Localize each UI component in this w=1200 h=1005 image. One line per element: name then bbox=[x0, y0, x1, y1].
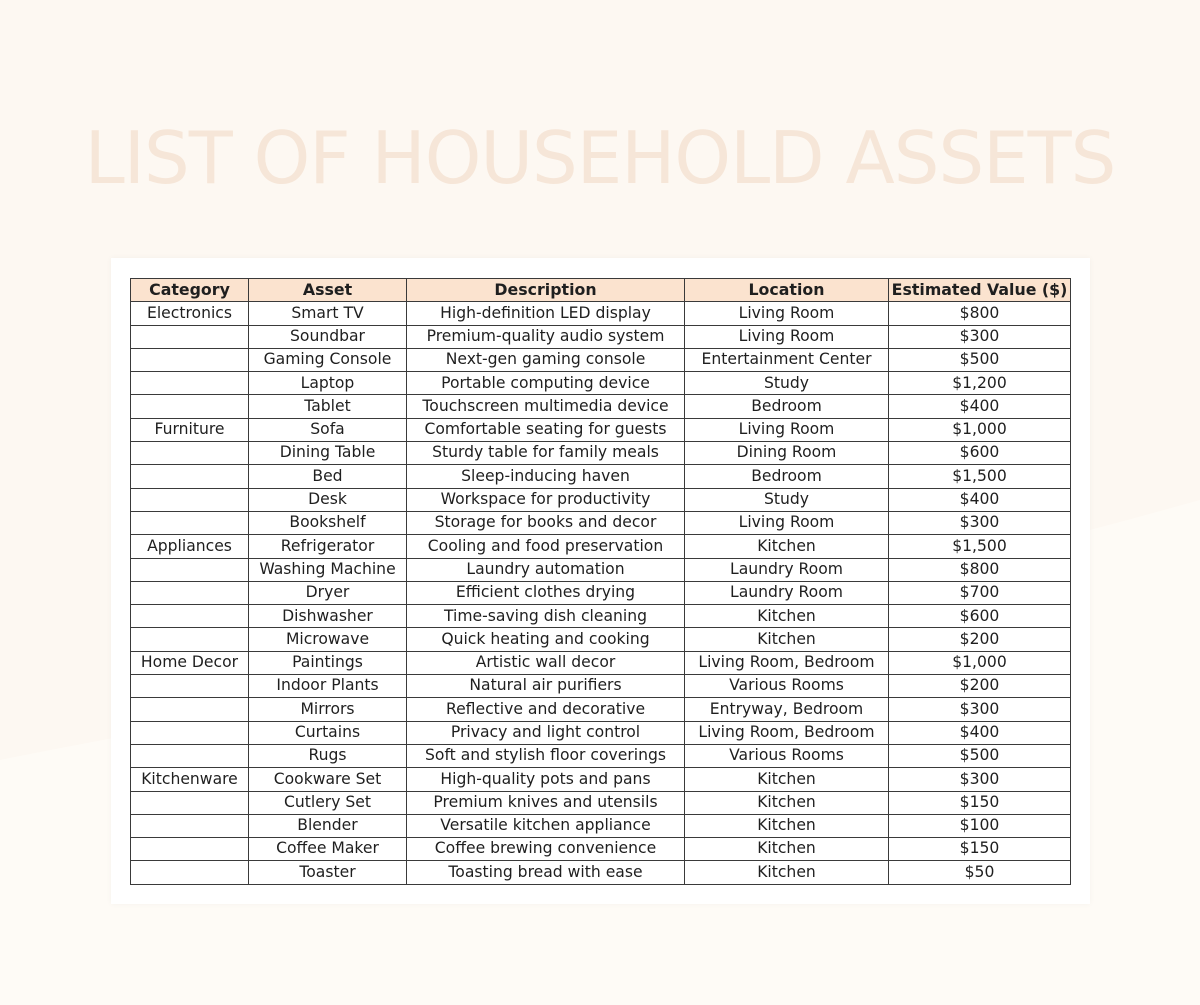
cell-category bbox=[131, 395, 249, 418]
cell-location: Laundry Room bbox=[685, 581, 889, 604]
table-row bbox=[131, 325, 1071, 348]
cell-asset: Rugs bbox=[249, 744, 407, 767]
cell-location: Kitchen bbox=[685, 768, 889, 791]
cell-category bbox=[131, 838, 249, 861]
cell-description: Soft and stylish floor coverings bbox=[407, 744, 685, 767]
cell-category bbox=[131, 861, 249, 884]
cell-description: Laundry automation bbox=[407, 558, 685, 581]
cell-description: Coffee brewing convenience bbox=[407, 838, 685, 861]
cell-category bbox=[131, 605, 249, 628]
cell-category bbox=[131, 791, 249, 814]
cell-asset: Bookshelf bbox=[249, 511, 407, 534]
cell-estimated-value: $700 bbox=[889, 581, 1071, 604]
cell-estimated-value: $300 bbox=[889, 768, 1071, 791]
cell-description: Comfortable seating for guests bbox=[407, 418, 685, 441]
cell-estimated-value: $200 bbox=[889, 628, 1071, 651]
cell-description: Privacy and light control bbox=[407, 721, 685, 744]
cell-location: Study bbox=[685, 372, 889, 395]
cell-asset: Mirrors bbox=[249, 698, 407, 721]
cell-estimated-value: $300 bbox=[889, 698, 1071, 721]
cell-category bbox=[131, 465, 249, 488]
cell-estimated-value: $200 bbox=[889, 675, 1071, 698]
cell-description: Touchscreen multimedia device bbox=[407, 395, 685, 418]
cell-category bbox=[131, 698, 249, 721]
table-row bbox=[131, 535, 1071, 558]
header-category: Category bbox=[131, 279, 249, 302]
cell-asset: Refrigerator bbox=[249, 535, 407, 558]
cell-category: Electronics bbox=[131, 302, 249, 325]
cell-asset: Tablet bbox=[249, 395, 407, 418]
cell-estimated-value: $400 bbox=[889, 721, 1071, 744]
cell-estimated-value: $300 bbox=[889, 511, 1071, 534]
table-row bbox=[131, 511, 1071, 534]
cell-category: Furniture bbox=[131, 418, 249, 441]
table-row bbox=[131, 768, 1071, 791]
table-row bbox=[131, 465, 1071, 488]
cell-estimated-value: $400 bbox=[889, 395, 1071, 418]
cell-estimated-value: $400 bbox=[889, 488, 1071, 511]
cell-description: Natural air purifiers bbox=[407, 675, 685, 698]
cell-location: Kitchen bbox=[685, 814, 889, 837]
cell-estimated-value: $50 bbox=[889, 861, 1071, 884]
cell-estimated-value: $600 bbox=[889, 442, 1071, 465]
cell-location: Living Room, Bedroom bbox=[685, 651, 889, 674]
table-header-row bbox=[131, 279, 1071, 302]
cell-description: Time-saving dish cleaning bbox=[407, 605, 685, 628]
table-row bbox=[131, 488, 1071, 511]
cell-location: Kitchen bbox=[685, 861, 889, 884]
cell-asset: Microwave bbox=[249, 628, 407, 651]
cell-description: Toasting bread with ease bbox=[407, 861, 685, 884]
cell-location: Bedroom bbox=[685, 465, 889, 488]
cell-asset: Indoor Plants bbox=[249, 675, 407, 698]
table-row bbox=[131, 814, 1071, 837]
assets-table bbox=[130, 278, 1071, 885]
cell-description: Next-gen gaming console bbox=[407, 348, 685, 371]
cell-location: Living Room bbox=[685, 325, 889, 348]
table-row bbox=[131, 651, 1071, 674]
cell-category: Appliances bbox=[131, 535, 249, 558]
table-row bbox=[131, 721, 1071, 744]
cell-estimated-value: $1,000 bbox=[889, 651, 1071, 674]
header-description: Description bbox=[407, 279, 685, 302]
cell-estimated-value: $800 bbox=[889, 302, 1071, 325]
cell-asset: Desk bbox=[249, 488, 407, 511]
cell-location: Living Room, Bedroom bbox=[685, 721, 889, 744]
cell-estimated-value: $100 bbox=[889, 814, 1071, 837]
table-row bbox=[131, 791, 1071, 814]
cell-category bbox=[131, 581, 249, 604]
cell-asset: Dishwasher bbox=[249, 605, 407, 628]
cell-estimated-value: $800 bbox=[889, 558, 1071, 581]
cell-estimated-value: $1,200 bbox=[889, 372, 1071, 395]
page-title: LIST OF HOUSEHOLD ASSETS bbox=[84, 116, 1116, 200]
cell-description: High-quality pots and pans bbox=[407, 768, 685, 791]
cell-asset: Dining Table bbox=[249, 442, 407, 465]
table-row bbox=[131, 581, 1071, 604]
cell-category bbox=[131, 442, 249, 465]
cell-asset: Gaming Console bbox=[249, 348, 407, 371]
cell-category bbox=[131, 744, 249, 767]
cell-description: Storage for books and decor bbox=[407, 511, 685, 534]
cell-asset: Washing Machine bbox=[249, 558, 407, 581]
cell-asset: Cutlery Set bbox=[249, 791, 407, 814]
cell-category: Home Decor bbox=[131, 651, 249, 674]
cell-category bbox=[131, 814, 249, 837]
cell-location: Kitchen bbox=[685, 605, 889, 628]
cell-location: Living Room bbox=[685, 511, 889, 534]
cell-description: Sleep-inducing haven bbox=[407, 465, 685, 488]
cell-asset: Paintings bbox=[249, 651, 407, 674]
table-row bbox=[131, 698, 1071, 721]
cell-description: Reflective and decorative bbox=[407, 698, 685, 721]
cell-asset: Soundbar bbox=[249, 325, 407, 348]
table-row bbox=[131, 675, 1071, 698]
cell-asset: Curtains bbox=[249, 721, 407, 744]
cell-asset: Bed bbox=[249, 465, 407, 488]
cell-category bbox=[131, 348, 249, 371]
cell-estimated-value: $150 bbox=[889, 791, 1071, 814]
table-row bbox=[131, 442, 1071, 465]
cell-estimated-value: $500 bbox=[889, 348, 1071, 371]
cell-asset: Dryer bbox=[249, 581, 407, 604]
table-row bbox=[131, 302, 1071, 325]
cell-location: Living Room bbox=[685, 418, 889, 441]
cell-estimated-value: $300 bbox=[889, 325, 1071, 348]
table-row bbox=[131, 418, 1071, 441]
cell-asset: Cookware Set bbox=[249, 768, 407, 791]
cell-description: High-definition LED display bbox=[407, 302, 685, 325]
header-estimated-value: Estimated Value ($) bbox=[889, 279, 1071, 302]
cell-location: Kitchen bbox=[685, 791, 889, 814]
table-row bbox=[131, 558, 1071, 581]
cell-location: Living Room bbox=[685, 302, 889, 325]
table-row bbox=[131, 861, 1071, 884]
cell-description: Versatile kitchen appliance bbox=[407, 814, 685, 837]
cell-estimated-value: $150 bbox=[889, 838, 1071, 861]
cell-description: Premium-quality audio system bbox=[407, 325, 685, 348]
table-row bbox=[131, 395, 1071, 418]
table-row bbox=[131, 372, 1071, 395]
cell-estimated-value: $1,500 bbox=[889, 465, 1071, 488]
cell-category bbox=[131, 372, 249, 395]
cell-asset: Smart TV bbox=[249, 302, 407, 325]
cell-estimated-value: $600 bbox=[889, 605, 1071, 628]
cell-location: Kitchen bbox=[685, 838, 889, 861]
cell-location: Kitchen bbox=[685, 628, 889, 651]
header-asset: Asset bbox=[249, 279, 407, 302]
cell-description: Artistic wall decor bbox=[407, 651, 685, 674]
cell-location: Laundry Room bbox=[685, 558, 889, 581]
cell-asset: Toaster bbox=[249, 861, 407, 884]
cell-category bbox=[131, 721, 249, 744]
cell-category: Kitchenware bbox=[131, 768, 249, 791]
cell-description: Sturdy table for family meals bbox=[407, 442, 685, 465]
cell-estimated-value: $1,000 bbox=[889, 418, 1071, 441]
cell-description: Efficient clothes drying bbox=[407, 581, 685, 604]
cell-category bbox=[131, 628, 249, 651]
cell-location: Bedroom bbox=[685, 395, 889, 418]
table-row bbox=[131, 605, 1071, 628]
cell-description: Cooling and food preservation bbox=[407, 535, 685, 558]
cell-location: Entertainment Center bbox=[685, 348, 889, 371]
cell-category bbox=[131, 675, 249, 698]
cell-description: Premium knives and utensils bbox=[407, 791, 685, 814]
table-row bbox=[131, 744, 1071, 767]
cell-location: Dining Room bbox=[685, 442, 889, 465]
table-body bbox=[131, 302, 1071, 884]
cell-estimated-value: $500 bbox=[889, 744, 1071, 767]
cell-asset: Coffee Maker bbox=[249, 838, 407, 861]
cell-description: Quick heating and cooking bbox=[407, 628, 685, 651]
cell-category bbox=[131, 558, 249, 581]
cell-category bbox=[131, 488, 249, 511]
cell-asset: Laptop bbox=[249, 372, 407, 395]
cell-category bbox=[131, 325, 249, 348]
cell-estimated-value: $1,500 bbox=[889, 535, 1071, 558]
cell-asset: Sofa bbox=[249, 418, 407, 441]
cell-description: Portable computing device bbox=[407, 372, 685, 395]
cell-asset: Blender bbox=[249, 814, 407, 837]
table-row bbox=[131, 628, 1071, 651]
header-location: Location bbox=[685, 279, 889, 302]
table-row bbox=[131, 348, 1071, 371]
cell-description: Workspace for productivity bbox=[407, 488, 685, 511]
cell-location: Kitchen bbox=[685, 535, 889, 558]
table-row bbox=[131, 838, 1071, 861]
cell-location: Study bbox=[685, 488, 889, 511]
cell-location: Entryway, Bedroom bbox=[685, 698, 889, 721]
cell-location: Various Rooms bbox=[685, 675, 889, 698]
cell-category bbox=[131, 511, 249, 534]
cell-location: Various Rooms bbox=[685, 744, 889, 767]
